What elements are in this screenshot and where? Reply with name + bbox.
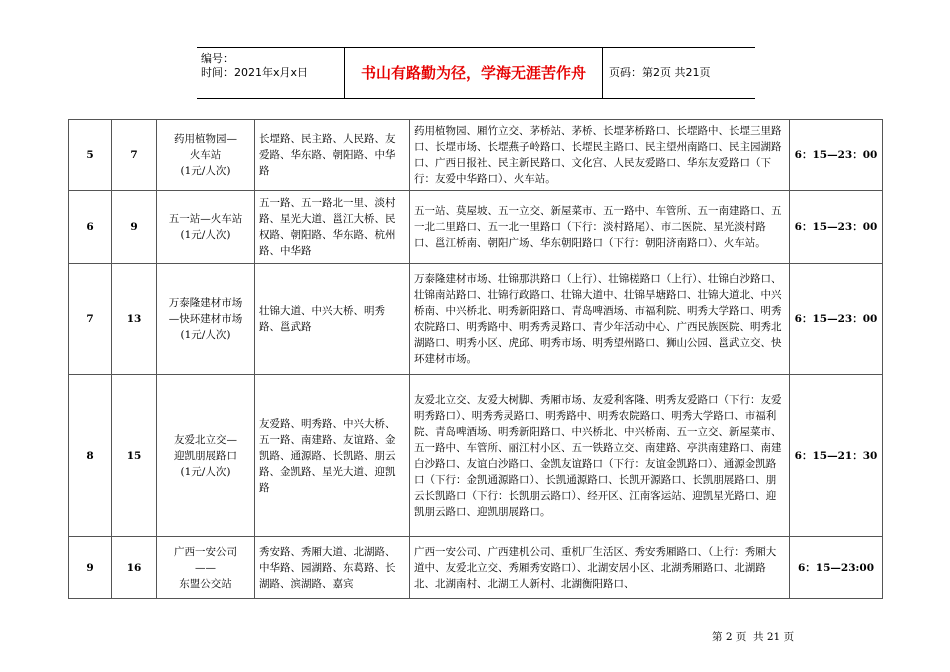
route-name-line: 友爱北立交—	[174, 433, 237, 446]
table-row	[69, 537, 883, 599]
service-hours: 6：15—23：00	[790, 120, 883, 191]
route-number: 9	[112, 191, 157, 264]
route-name-line: 迎凯朋展路口	[174, 449, 237, 462]
page-header	[197, 47, 755, 99]
route-name-line: 广西一安公司	[174, 545, 237, 558]
route-fare: (1元/人次)	[180, 465, 231, 478]
route-roads: 秀安路、秀厢大道、北湖路、中华路、园湖路、东葛路、长湖路、滨湖路、嘉宾	[255, 537, 410, 599]
row-number: 7	[69, 264, 112, 375]
row-number: 8	[69, 375, 112, 537]
route-number: 16	[112, 537, 157, 599]
route-fare: (1元/人次)	[180, 329, 231, 341]
header-meta	[197, 48, 345, 98]
route-stops: 五一站、莫屋坡、五一立交、新屋菜市、五一路中、车管所、五一南建路口、五一北二里路口、五一北一里路口（下行：淡村路尾）、市二医院、星光淡村路口、邕江桥南、朝阳广场、华东朝阳路口（下行：朝阳济南路口）、火车站。	[410, 191, 790, 264]
route-stops: 药用植物园、厢竹立交、茅桥站、茅桥、长堽茅桥路口、长堽路中、长堽三里路口、长堽市场、长堽燕子岭路口、长堽民主路口、民主望州南路口、民主园湖路口、广西日报社、民主新民路口、文化宫、人民友爱路口、华东友爱路口（下行：友爱中华路口）、火车站。	[410, 120, 790, 191]
route-number: 7	[112, 120, 157, 191]
row-number: 5	[69, 120, 112, 191]
page-footer: 第 2 页 共 21 页	[712, 631, 795, 643]
route-roads: 壮锦大道、中兴大桥、明秀路、邕武路	[255, 264, 410, 375]
route-name-line: 东盟公交站	[179, 577, 232, 590]
table-row	[69, 264, 883, 375]
row-number: 6	[69, 191, 112, 264]
route-name	[157, 537, 255, 599]
route-fare: (1元/人次)	[180, 229, 231, 241]
route-name-line: 药用植物园—	[174, 133, 237, 145]
route-name-line: 五一站—火车站	[168, 213, 243, 225]
route-name-line: —快环建材市场	[168, 313, 243, 325]
route-stops: 广西一安公司、广西建机公司、重机厂生活区、秀安秀厢路口、（上行：秀厢大道中、友爱北立交、秀厢秀安路口）、北湖安居小区、北湖秀厢路口、北湖路北、北湖南村、北湖工人新村、北湖衡阳路口、	[410, 537, 790, 599]
time-label: 时间：2021年x月x日	[201, 66, 309, 79]
route-name	[157, 264, 255, 375]
route-number: 13	[112, 264, 157, 375]
route-name-line: 火车站	[189, 149, 222, 161]
route-name	[157, 191, 255, 264]
route-stops: 友爱北立交、友爱大树脚、秀厢市场、友爱利客隆、明秀友爱路口（下行：友爱明秀路口）、明秀秀灵路口、明秀路中、明秀农院路口、明秀大学路口、市福利院、青岛啤酒场、明秀新阳路口、中兴桥北、中兴桥南、五一立交、新屋菜市、五一路中、车管所、丽江村小区、五一铁路立交、南建路、亭洪南建路口、南建白沙路口、友谊白沙路口、金凯友谊路口（下行：友谊金凯路口）、通源金凯路口（下行：金凯通源路口）、长凯通源路口、长凯开源路口、长凯朋展路口、朋云长凯路口（下行：长凯朋云路口）、经开区、江南客运站、迎凯星光路口、迎凯朋云路口、迎凯朋展路口。	[410, 375, 790, 537]
service-hours: 6：15—23：00	[790, 191, 883, 264]
route-stops: 万泰隆建材市场、壮锦那洪路口（上行）、壮锦槎路口（上行）、壮锦白沙路口、壮锦南站路口、壮锦行政路口、壮锦大道中、壮锦旱塘路口、壮锦大道北、中兴桥南、中兴桥北、明秀新阳路口、青岛啤酒场、市福利院、明秀大学路口、明秀农院路口、明秀路中、明秀秀灵路口、青少年活动中心、广西民族医院、明秀北湖路口、明秀小区、虎邱、明秀市场、明秀望州路口、狮山公园、邕武立交、快环建材市场。	[410, 264, 790, 375]
table-row	[69, 375, 883, 537]
header-motto: 书山有路勤为径，学海无涯苦作舟	[345, 48, 603, 98]
route-roads: 长堽路、民主路、人民路、友爱路、华东路、朝阳路、中华路	[255, 120, 410, 191]
table-row	[69, 120, 883, 191]
table-row	[69, 191, 883, 264]
row-number: 9	[69, 537, 112, 599]
route-roads: 友爱路、明秀路、中兴大桥、五一路、南建路、友谊路、金凯路、通源路、长凯路、朋云路、金凯路、星光大道、迎凯路	[255, 375, 410, 537]
service-hours: 6：15—23：00	[790, 264, 883, 375]
route-name-line: ——	[195, 561, 216, 574]
route-name	[157, 375, 255, 537]
bus-route-table	[68, 119, 883, 599]
route-roads: 五一路、五一路北一里、淡村路、星光大道、邕江大桥、民权路、朝阳路、华东路、杭州路、中华路	[255, 191, 410, 264]
route-name	[157, 120, 255, 191]
service-hours: 6：15—23:00	[790, 537, 883, 599]
number-label: 编号：	[201, 52, 234, 65]
route-number: 15	[112, 375, 157, 537]
route-name-line: 万泰隆建材市场	[168, 297, 243, 309]
route-fare: (1元/人次)	[180, 165, 231, 177]
service-hours: 6：15—21：30	[790, 375, 883, 537]
header-page-code: 页码：第2页 共21页	[609, 66, 711, 79]
